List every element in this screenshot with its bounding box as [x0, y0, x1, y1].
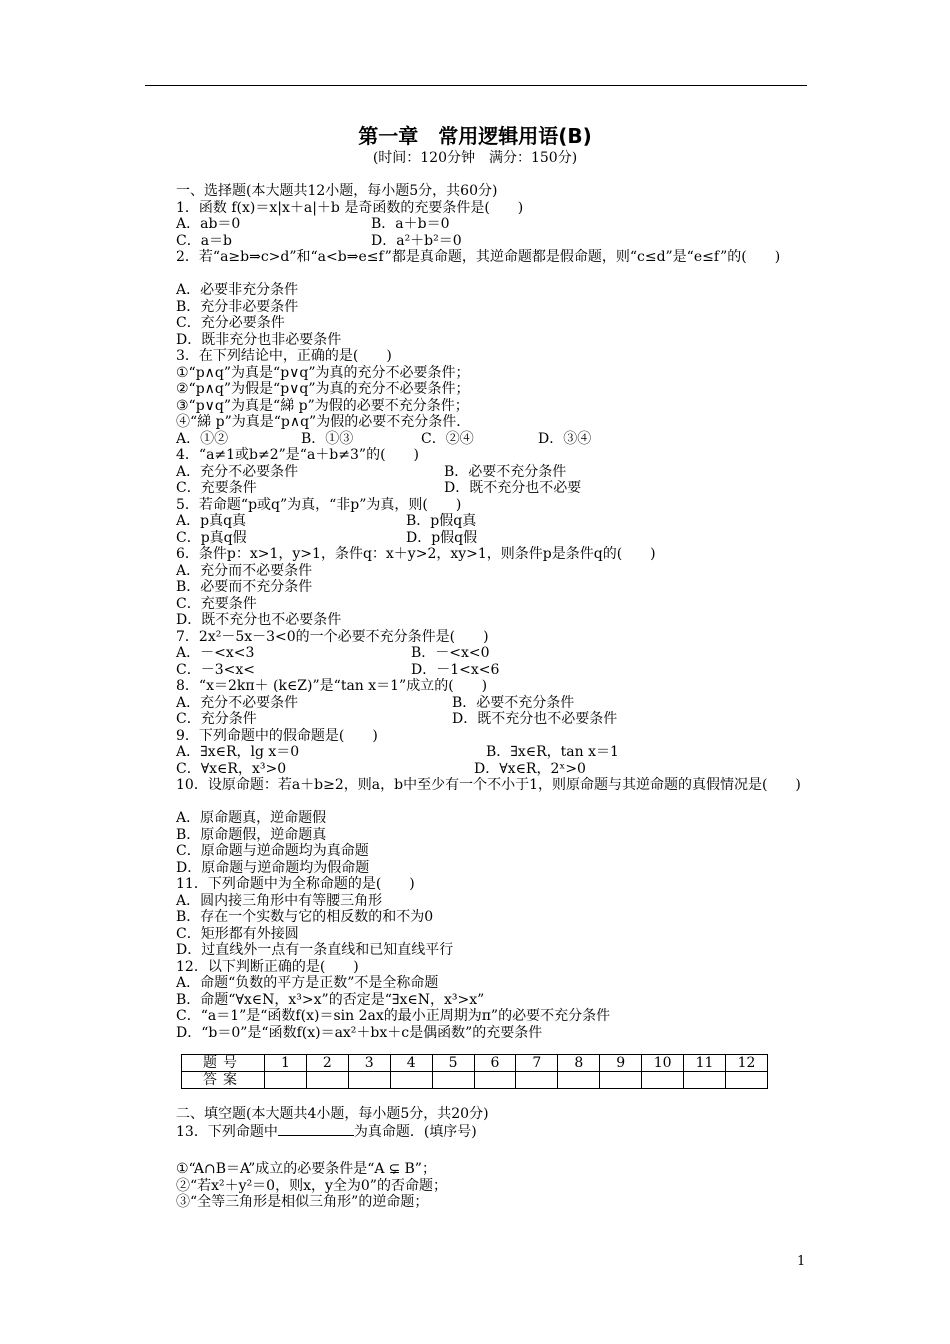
- answer-blank[interactable]: [278, 1123, 354, 1136]
- statement-1-suffix: B”；: [404, 1161, 436, 1177]
- question-number-cell: 5: [432, 1055, 474, 1072]
- question-1-options-row2: [176, 233, 816, 250]
- answer-cell[interactable]: [432, 1072, 474, 1089]
- question-number-cell: 4: [390, 1055, 432, 1072]
- answer-table: [181, 1054, 768, 1089]
- question-3-stem: 3．在下列结论中，正确的是( ): [176, 348, 392, 364]
- answer-cell[interactable]: [516, 1072, 558, 1089]
- question-5-options-row1: [176, 513, 816, 530]
- answer-cell[interactable]: [390, 1072, 432, 1089]
- option-c: C．原命题与逆命题均为真命题: [176, 843, 369, 859]
- option-a: A．命题“负数的平方是正数”不是全称命题: [176, 975, 439, 991]
- question-2-stem: 2．若“a≥b⇒c>d”和“a<b⇒e≤f”都是真命题，其逆命题都是假命题，则“c≤d”是“e≤f”的( ): [176, 249, 781, 265]
- option-c: C．∀x∈R，x³>0: [176, 760, 287, 777]
- option-d: D．既不充分也不必要条件: [452, 711, 618, 727]
- option-b: B．p假q真: [406, 513, 477, 529]
- question-4-options-row2: [176, 480, 816, 497]
- statement-2: ②“若x²＋y²＝0，则x，y全为0”的否命题；: [176, 1177, 447, 1194]
- answer-cell[interactable]: [600, 1072, 642, 1089]
- question-number-cell: 7: [516, 1055, 558, 1072]
- question-12-stem: 12．以下判断正确的是( ): [176, 958, 359, 975]
- statement-3: ③“p∨q”为真是“綈 p”为假的必要不充分条件；: [176, 397, 469, 414]
- option-b: B．必要不充分条件: [444, 463, 567, 480]
- option-c: C．充分必要条件: [176, 315, 285, 331]
- question-7-stem: 7．2x²－5x－3<0的一个必要不充分条件是( ): [176, 628, 489, 645]
- option-a: A．必要非充分条件: [176, 282, 299, 298]
- option-c: C．a＝b: [176, 232, 233, 249]
- option-b: B．必要不充分条件: [452, 694, 575, 711]
- option-c: C．②④: [421, 430, 474, 447]
- option-d: D．∀x∈R，2ˣ>0: [474, 760, 586, 777]
- question-5-options-row2: [176, 530, 816, 547]
- answer-table-header-row: [182, 1055, 768, 1072]
- option-c: C．充分条件: [176, 711, 257, 727]
- question-number-cell: 1: [265, 1055, 307, 1072]
- option-c: C．“a＝1”是“函数f(x)＝sin 2ax的最小正周期为π”的必要不充分条件: [176, 1008, 611, 1024]
- option-b: B．命题“∀x∈N，x³>x”的否定是“∃x∈N，x³>x”: [176, 991, 485, 1008]
- option-d: D．“b＝0”是“函数f(x)＝ax²＋bx＋c是偶函数”的充要条件: [176, 1024, 543, 1041]
- answer-cell[interactable]: [348, 1072, 390, 1089]
- option-b: B．①③: [301, 430, 354, 447]
- option-b: B．充分非必要条件: [176, 298, 299, 315]
- question-4-stem: 4．“a≠1或b≠2”是“a＋b≠3”的( ): [176, 447, 419, 463]
- option-d: D．a²＋b²＝0: [371, 232, 462, 249]
- question-1-options-row1: [176, 216, 816, 233]
- section-choice-questions: [176, 183, 816, 1041]
- option-c: C．充要条件: [176, 480, 257, 496]
- question-8-stem: 8．“x＝2kπ＋ (k∈Z)”是“tan x＝1”成立的( ): [176, 678, 488, 694]
- question-5-stem: 5．若命题“p或q”为真，“非p”为真，则( ): [176, 496, 462, 513]
- answer-cell[interactable]: [474, 1072, 516, 1089]
- statement-4: ④“綈 p”为真是“p∧q”为假的必要不充分条件．: [176, 414, 471, 430]
- option-b: B．原命题假，逆命题真: [176, 826, 327, 843]
- question-13-stem: [176, 1123, 816, 1140]
- option-a: A．原命题真，逆命题假: [176, 810, 327, 826]
- question-number-cell: 9: [600, 1055, 642, 1072]
- answer-cell[interactable]: [684, 1072, 726, 1089]
- question-6-stem: 6．条件p：x>1，y>1，条件q：x＋y>2，xy>1，则条件p是条件q的( ): [176, 546, 656, 562]
- option-c: C．p真q假: [176, 529, 247, 546]
- option-a: A．充分不必要条件: [176, 463, 299, 480]
- spacer: [176, 1139, 816, 1161]
- question-9-stem: 9．下列命题中的假命题是( ): [176, 727, 378, 744]
- option-a: A．p真q真: [176, 513, 247, 529]
- option-b: B．∃x∈R，tan x＝1: [486, 744, 619, 760]
- question-4-options-row1: [176, 464, 816, 481]
- option-d: D．p假q假: [406, 529, 478, 546]
- question-number-cell: 8: [558, 1055, 600, 1072]
- question-11-stem: 11．下列命题中为全称命题的是( ): [176, 876, 415, 892]
- option-a: A．圆内接三角形中有等腰三角形: [176, 892, 383, 909]
- question-1-stem: 1．函数 f(x)＝x|x＋a|＋b 是奇函数的充要条件是( ): [176, 199, 524, 216]
- statement-3: ③“全等三角形是相似三角形”的逆命题；: [176, 1194, 429, 1210]
- proper-subset-symbol: ⊊: [388, 1161, 401, 1177]
- answer-cell[interactable]: [642, 1072, 684, 1089]
- option-b: B．－<x<0: [411, 645, 490, 661]
- option-a: A．－<x<3: [176, 645, 255, 661]
- answer-cell[interactable]: [265, 1072, 307, 1089]
- page-number: 1: [797, 1254, 806, 1269]
- header-rule: [145, 85, 807, 86]
- question-number-cell: 10: [642, 1055, 684, 1072]
- answer-cell[interactable]: [306, 1072, 348, 1089]
- question-7-options-row2: [176, 662, 816, 679]
- question-number-cell: 11: [684, 1055, 726, 1072]
- statement-1: ①“p∧q”为真是“p∨q”为真的充分不必要条件；: [176, 364, 470, 381]
- option-d: D．过直线外一点有一条直线和已知直线平行: [176, 942, 454, 958]
- question-10-stem: 10．设原命题：若a＋b≥2，则a，b中至少有一个不小于1，则原命题与其逆命题的真假情况是( ): [176, 777, 801, 793]
- question-number-cell: 3: [348, 1055, 390, 1072]
- exam-info: (时间：120分钟 满分：150分): [372, 150, 578, 166]
- question-number-cell: 2: [306, 1055, 348, 1072]
- row-label-answer: 答案: [182, 1072, 265, 1089]
- question-number-cell: 12: [725, 1055, 767, 1072]
- section-heading: 二、填空题(本大题共4小题，每小题5分，共20分): [176, 1106, 489, 1122]
- option-c: C．矩形都有外接圆: [176, 925, 299, 942]
- option-c: C．充要条件: [176, 595, 257, 612]
- question-13-suffix: 为真命题．(填序号): [353, 1123, 477, 1140]
- option-c: C．－3<x<: [176, 661, 255, 678]
- question-9-options-row1: [176, 744, 816, 761]
- question-8-options-row1: [176, 695, 816, 712]
- question-number-cell: 6: [474, 1055, 516, 1072]
- option-d: D．既不充分也不必要条件: [176, 612, 342, 628]
- option-b: B．存在一个实数与它的相反数的和不为0: [176, 909, 434, 925]
- option-d: D．③④: [538, 430, 592, 447]
- option-a: A．ab＝0: [176, 216, 241, 232]
- option-d: D．既不充分也不必要: [444, 480, 582, 496]
- statement-1: [176, 1161, 816, 1178]
- option-a: A．①②: [176, 430, 229, 447]
- option-a: A．∃x∈R，lg x＝0: [176, 744, 300, 760]
- section-fill-in-questions: [176, 1106, 816, 1211]
- option-d: D．既非充分也非必要条件: [176, 331, 342, 348]
- question-8-options-row2: [176, 711, 816, 728]
- statement-2: ②“p∧q”为假是“p∨q”为真的充分不必要条件；: [176, 381, 470, 397]
- row-label-question-number: 题号: [182, 1055, 265, 1072]
- option-a: A．充分而不必要条件: [176, 562, 313, 579]
- option-d: D．－1<x<6: [411, 661, 500, 678]
- question-13-prefix: 13．下列命题中: [176, 1123, 278, 1140]
- chapter-title: 第一章 常用逻辑用语(B): [358, 124, 592, 148]
- option-b: B．a＋b＝0: [371, 216, 450, 232]
- answer-table-answer-row: [182, 1072, 768, 1089]
- answer-cell[interactable]: [558, 1072, 600, 1089]
- statement-1-prefix: ①“A∩B＝A”成立的必要条件是“A: [176, 1161, 385, 1177]
- answer-cell[interactable]: [725, 1072, 767, 1089]
- option-b: B．必要而不充分条件: [176, 579, 313, 595]
- section-heading: 一、选择题(本大题共12小题，每小题5分，共60分): [176, 183, 498, 199]
- option-a: A．充分不必要条件: [176, 694, 299, 711]
- question-7-options-row1: [176, 645, 816, 662]
- question-3-options: [176, 431, 816, 448]
- question-9-options-row2: [176, 761, 816, 778]
- option-d: D．原命题与逆命题均为假命题: [176, 859, 370, 876]
